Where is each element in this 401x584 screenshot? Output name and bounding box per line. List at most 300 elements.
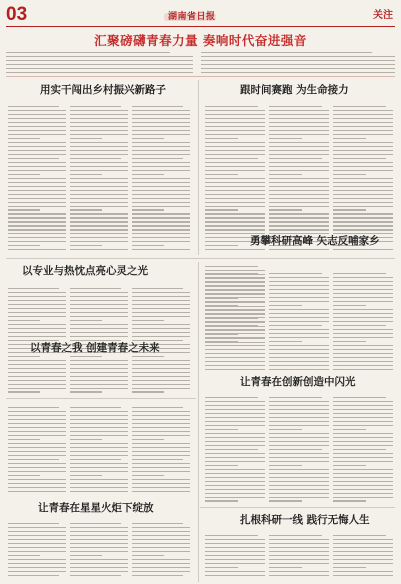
text-line [205,453,265,454]
text-line [333,174,366,175]
text-line [205,405,265,406]
text-line [132,459,183,460]
text-line [333,289,393,290]
text-line [132,491,190,492]
text-line [70,249,128,250]
text-line [269,142,329,143]
text-line [70,166,128,167]
text-line [132,142,190,143]
text-line [333,213,393,214]
text-line [8,555,40,556]
text-line [8,407,59,408]
text-line [70,376,128,377]
text-line [132,463,190,464]
text-line [269,317,329,318]
text-line [8,563,66,564]
text-line [333,575,393,576]
text-line [333,433,393,434]
section-label: 关注 [373,10,393,21]
text-line [132,328,190,329]
text-line [269,547,329,548]
text-line [132,106,183,107]
text-line [269,369,329,370]
divider [6,258,395,259]
text-line [8,182,66,183]
text-line [70,245,102,246]
text-line [205,317,265,318]
text-line [132,312,190,313]
text-line [70,423,128,424]
text-line [8,523,59,524]
text-line [269,365,329,366]
text-line [333,555,393,556]
text-line [70,221,128,222]
text-line [205,273,258,274]
text-line [333,297,393,298]
text-line [269,202,329,203]
text-line [70,475,102,476]
text-line [70,547,128,548]
text-line [205,190,265,191]
text-line [70,551,128,552]
article-body [8,404,66,494]
text-line [8,221,66,222]
text-line [8,130,66,131]
text-line [333,126,393,127]
text-line [70,312,128,313]
text-line [8,316,66,317]
text-line [269,465,302,466]
text-line [205,500,238,501]
text-line [8,209,40,210]
text-line [8,178,66,179]
text-line [205,417,265,418]
text-line [205,365,265,366]
text-line [269,225,329,226]
text-line [205,277,265,278]
article-body [70,103,128,253]
text-line [132,391,164,392]
text-line [205,281,265,282]
text-line [269,539,329,540]
text-line [333,445,393,446]
text-line [70,158,121,159]
text-line [333,345,393,346]
text-line [70,134,128,135]
text-line [132,288,183,289]
text-line [205,361,265,362]
text-line [8,539,66,540]
text-line [205,174,238,175]
text-line [8,324,66,325]
text-line [269,134,329,135]
text-line [205,469,265,470]
text-line [8,571,66,572]
text-line [132,451,190,452]
text-line [8,166,66,167]
text-line [205,567,238,568]
text-line [205,337,265,338]
text-line [333,162,393,163]
text-line [205,357,265,358]
text-line [8,431,66,432]
text-line [70,523,121,524]
text-line [8,364,66,365]
article-headline: 以专业与热忱点亮心灵之光 [22,265,148,277]
text-line [205,547,265,548]
text-line [269,186,329,187]
text-line [205,413,265,414]
column-divider [198,262,199,582]
text-line [8,376,66,377]
text-line [333,158,386,159]
text-line [8,174,40,175]
text-line [70,479,128,480]
text-line [70,563,128,564]
text-line [269,353,329,354]
text-line [8,356,40,357]
text-line [333,209,366,210]
text-line [6,68,193,69]
article-body [269,394,329,504]
text-line [205,162,265,163]
text-line [132,479,190,480]
text-line [205,345,265,346]
text-line [132,130,190,131]
text-line [205,202,265,203]
text-line [269,349,329,350]
text-line [132,419,190,420]
text-line [269,154,329,155]
text-line [333,409,393,410]
text-line [269,166,329,167]
text-line [8,447,66,448]
text-line [333,535,386,536]
text-line [132,443,190,444]
text-line [8,245,40,246]
text-line [269,178,329,179]
article-body [269,103,329,253]
text-line [8,439,40,440]
text-line [269,217,329,218]
text-line [333,273,386,274]
text-line [333,178,393,179]
text-line [205,353,265,354]
text-line [269,473,329,474]
text-line [269,273,322,274]
text-line [8,559,66,560]
text-line [70,527,128,528]
text-line [70,110,128,111]
text-line [70,190,128,191]
text-line [8,491,66,492]
text-line [8,475,40,476]
text-line [269,150,329,151]
text-line [333,305,366,306]
text-line [333,421,393,422]
text-line [269,571,329,572]
text-line [8,419,66,420]
article-headline: 勇攀科研高峰 矢志反哺家乡 [250,235,380,247]
text-line [333,539,393,540]
text-line [70,130,128,131]
text-line [70,122,128,123]
text-line [205,221,265,222]
text-line [132,487,190,488]
text-line [132,300,190,301]
text-line [205,130,265,131]
text-line [205,497,265,498]
text-line [205,229,265,230]
text-line [333,357,393,358]
text-line [70,419,128,420]
text-line [269,493,329,494]
text-line [70,487,128,488]
text-line [70,126,128,127]
text-line [132,435,190,436]
text-line [132,324,190,325]
text-line [8,320,40,321]
text-line [333,190,393,191]
text-line [269,337,329,338]
text-line [205,341,238,342]
text-line [70,567,128,568]
text-line [333,186,393,187]
main-title: 汇聚磅礴青春力量 奏响时代奋进强音 [94,33,307,48]
article-body [333,394,393,504]
text-line [8,531,66,532]
text-line [70,308,128,309]
text-line [269,281,329,282]
text-line [8,126,66,127]
text-line [333,277,393,278]
text-line [70,443,128,444]
text-line [333,437,393,438]
text-line [132,547,190,548]
text-line [70,237,128,238]
text-line [269,174,302,175]
text-line [269,575,329,576]
text-line [70,463,128,464]
text-line [205,461,265,462]
text-line [132,138,164,139]
text-line [8,150,66,151]
text-line [269,198,329,199]
text-line [333,301,393,302]
text-line [205,309,265,310]
text-line [132,225,190,226]
text-line [70,407,121,408]
text-line [333,194,393,195]
text-line [205,457,265,458]
divider [6,398,196,399]
text-line [333,118,393,119]
text-line [205,198,265,199]
text-line [132,209,164,210]
text-line [8,328,66,329]
text-line [333,547,393,548]
text-line [8,114,66,115]
text-line [70,467,128,468]
text-line [205,559,265,560]
text-line [205,297,265,298]
text-line [269,567,302,568]
text-line [132,202,190,203]
article-headline: 让青春在星星火炬下绽放 [38,502,154,514]
text-line [333,413,393,414]
text-line [205,349,265,350]
text-line [333,369,393,370]
text-line [333,563,393,564]
text-line [333,337,393,338]
text-line [205,425,265,426]
text-line [205,539,265,540]
text-line [132,427,190,428]
text-line [205,429,238,430]
text-line [201,60,396,61]
text-line [132,447,190,448]
text-line [333,571,393,572]
article-body [132,404,190,494]
text-line [8,122,66,123]
text-line [269,425,329,426]
text-line [8,162,66,163]
text-line [8,249,66,250]
text-line [205,142,265,143]
text-line [205,329,265,330]
page-header [6,4,395,27]
text-line [70,483,128,484]
text-line [70,415,128,416]
text-line [333,198,393,199]
text-line [70,451,128,452]
text-line [269,417,329,418]
text-line [132,407,183,408]
text-line [333,353,393,354]
text-line [269,277,329,278]
text-line [269,162,329,163]
text-line [333,489,393,490]
text-line [205,293,265,294]
text-line [205,397,258,398]
intro-text [6,49,395,73]
text-line [132,575,183,576]
text-line [132,241,190,242]
text-line [269,357,329,358]
text-line [8,423,66,424]
text-line [201,68,396,69]
text-line [333,497,393,498]
text-line [333,429,366,430]
text-line [132,166,190,167]
text-line [269,485,329,486]
text-line [132,336,190,337]
text-line [205,106,258,107]
text-line [269,130,329,131]
text-line [132,475,164,476]
text-line [70,356,102,357]
text-line [269,453,329,454]
text-line [8,186,66,187]
text-line [70,571,128,572]
article-body [205,270,265,370]
text-line [269,309,329,310]
text-line [8,543,66,544]
text-line [132,376,190,377]
text-line [132,194,190,195]
text-line [132,364,190,365]
text-line [269,437,329,438]
text-line [205,285,265,286]
text-line [333,477,393,478]
text-line [205,485,265,486]
text-line [132,571,190,572]
text-line [269,449,322,450]
text-line [205,225,265,226]
text-line [333,150,393,151]
text-line [8,134,66,135]
text-line [269,441,329,442]
text-line [205,209,238,210]
text-line [205,563,265,564]
text-line [70,186,128,187]
text-line [205,150,265,151]
text-line [70,162,128,163]
text-line [333,154,393,155]
text-line [333,313,393,314]
text-line [205,249,265,250]
text-line [70,178,128,179]
text-line [333,465,366,466]
text-line [205,543,265,544]
text-line [132,233,190,234]
text-line [70,447,128,448]
text-line [8,142,66,143]
text-line [70,202,128,203]
text-line [333,469,393,470]
text-line [8,415,66,416]
text-line [205,178,265,179]
text-line [8,551,66,552]
text-line [205,213,265,214]
text-line [205,369,265,370]
text-line [333,405,393,406]
text-line [205,445,265,446]
text-line [333,457,393,458]
text-line [70,106,121,107]
article-body [8,520,66,576]
text-line [205,217,265,218]
text-line [269,543,329,544]
text-line [8,443,66,444]
text-line [8,487,66,488]
text-line [8,118,66,119]
text-line [70,194,128,195]
text-line [8,225,66,226]
text-line [132,126,190,127]
text-line [333,567,366,568]
text-line [132,122,190,123]
text-line [333,110,393,111]
text-line [333,114,393,115]
text-line [8,479,66,480]
text-line [70,411,128,412]
text-line [8,154,66,155]
text-line [269,122,329,123]
text-line [8,206,66,207]
text-line [333,500,366,501]
text-line [205,138,238,139]
